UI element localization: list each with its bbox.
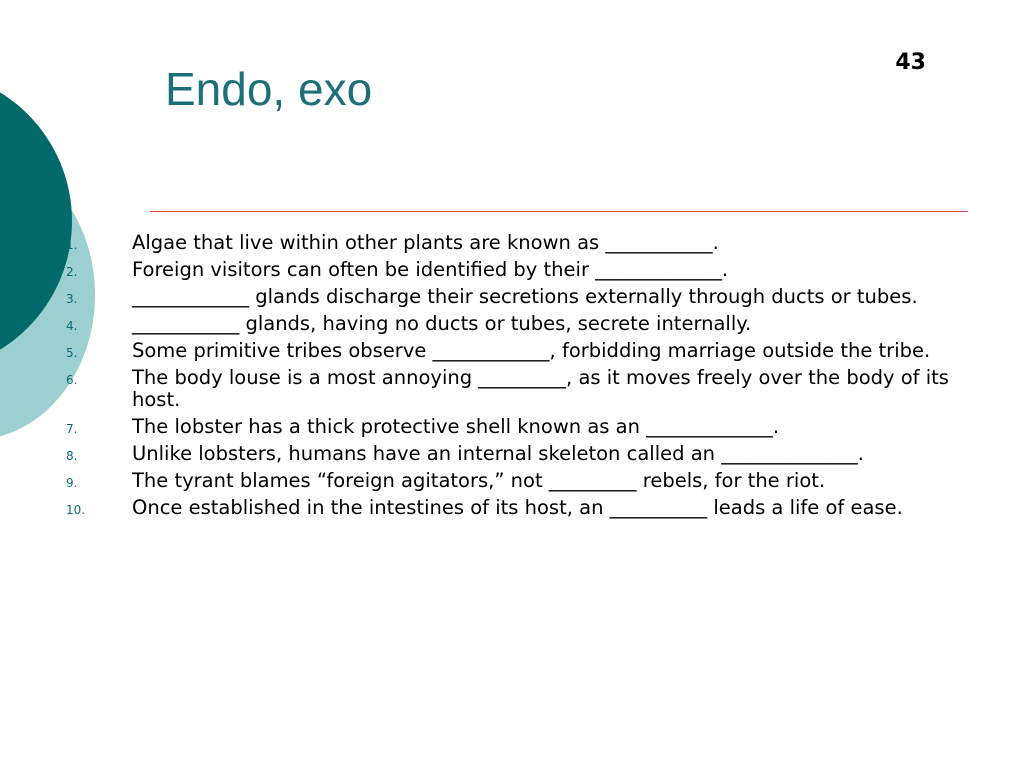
list-item bbox=[66, 259, 966, 281]
list-item-number: 7. bbox=[66, 422, 78, 436]
list-item-text: Some primitive tribes observe ____________, forbidding marriage outside the tribe. bbox=[132, 339, 931, 362]
list-item bbox=[66, 416, 966, 438]
list-item bbox=[66, 313, 966, 335]
list-item-number: 6. bbox=[66, 373, 78, 387]
list-item bbox=[66, 470, 966, 492]
list-item-text: The tyrant blames “foreign agitators,” not _________ rebels, for the riot. bbox=[132, 469, 826, 492]
list-item-number: 2. bbox=[66, 265, 78, 279]
list-item bbox=[66, 443, 966, 465]
list-item-number: 5. bbox=[66, 346, 78, 360]
list-item-text: ____________ glands discharge their secretions externally through ducts or tubes. bbox=[132, 285, 918, 308]
list-item-text: The body louse is a most annoying _________, as it moves freely over the body of its host. bbox=[132, 366, 949, 411]
title-divider bbox=[150, 211, 968, 212]
list-item-number: 8. bbox=[66, 449, 78, 463]
list-item-number: 3. bbox=[66, 292, 78, 306]
list-item-number: 10. bbox=[66, 503, 86, 517]
list-item-text: Foreign visitors can often be identified by their _____________. bbox=[132, 258, 729, 281]
list-item bbox=[66, 367, 966, 411]
list-item-text: ___________ glands, having no ducts or tubes, secrete internally. bbox=[132, 312, 752, 335]
exercise-list bbox=[66, 232, 966, 524]
list-item bbox=[66, 232, 966, 254]
list-item bbox=[66, 340, 966, 362]
list-item-number: 1. bbox=[66, 238, 78, 252]
page-number: 43 bbox=[895, 50, 926, 75]
list-item-text: Once established in the intestines of its host, an __________ leads a life of ease. bbox=[132, 496, 903, 519]
list-item bbox=[66, 286, 966, 308]
list-item-text: Unlike lobsters, humans have an internal skeleton called an ______________. bbox=[132, 442, 864, 465]
list-item bbox=[66, 497, 966, 519]
list-item-text: The lobster has a thick protective shell known as an _____________. bbox=[132, 415, 780, 438]
slide-title: Endo, exo bbox=[165, 63, 373, 115]
list-item-number: 9. bbox=[66, 476, 78, 490]
list-item-text: Algae that live within other plants are known as ___________. bbox=[132, 231, 719, 254]
list-item-number: 4. bbox=[66, 319, 78, 333]
